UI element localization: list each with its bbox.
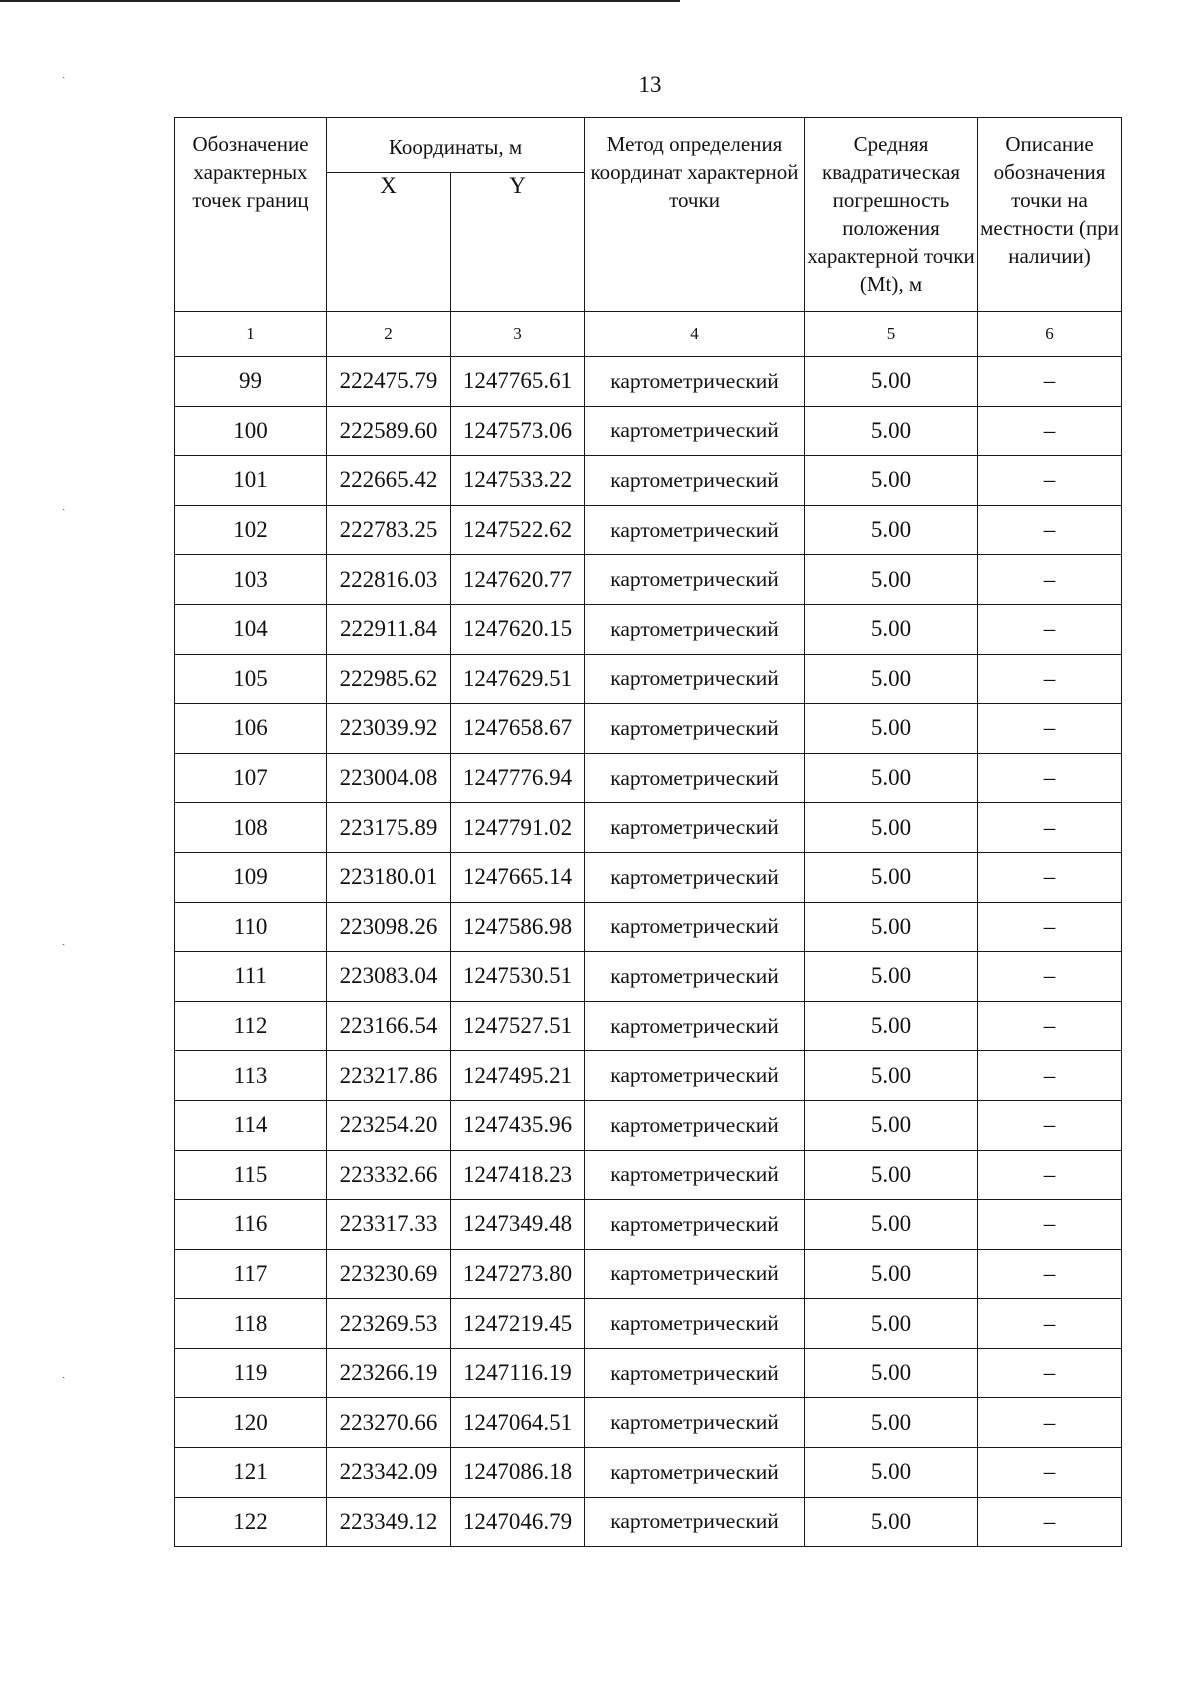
cell-error: 5.00 [805,1497,978,1547]
cell-x-coordinate: 223254.20 [327,1100,451,1150]
boundary-points-table [174,117,1122,1547]
cell-point-number: 99 [175,357,327,407]
cell-y-coordinate: 1247046.79 [451,1497,585,1547]
cell-method: картометрический [585,1299,805,1349]
cell-error: 5.00 [805,753,978,803]
page-number: 13 [638,72,662,97]
cell-y-coordinate: 1247527.51 [451,1001,585,1051]
table-row [175,654,1122,704]
cell-x-coordinate: 223270.66 [327,1398,451,1448]
cell-method: картометрический [585,852,805,902]
cell-description: – [978,902,1122,952]
cell-description: – [978,1299,1122,1349]
cell-x-coordinate: 223180.01 [327,852,451,902]
cell-method: картометрический [585,952,805,1002]
cell-point-number: 122 [175,1497,327,1547]
cell-description: – [978,1001,1122,1051]
cell-x-coordinate: 223317.33 [327,1200,451,1250]
cell-y-coordinate: 1247573.06 [451,406,585,456]
cell-y-coordinate: 1247522.62 [451,505,585,555]
cell-method: картометрический [585,1150,805,1200]
table-row [175,604,1122,654]
table-row [175,1497,1122,1547]
cell-method: картометрический [585,555,805,605]
table-row [175,456,1122,506]
cell-description: – [978,952,1122,1002]
cell-method: картометрический [585,1001,805,1051]
cell-method: картометрический [585,654,805,704]
cell-description: – [978,654,1122,704]
cell-point-number: 116 [175,1200,327,1250]
cell-error: 5.00 [805,1051,978,1101]
cell-method: картометрический [585,1448,805,1498]
scan-speck: ˎ [62,68,66,79]
cell-error: 5.00 [805,803,978,853]
cell-method: картометрический [585,704,805,754]
cell-description: – [978,1249,1122,1299]
cell-error: 5.00 [805,1100,978,1150]
cell-description: – [978,604,1122,654]
table-row [175,357,1122,407]
cell-method: картометрический [585,456,805,506]
table-row [175,1398,1122,1448]
cell-description: – [978,1348,1122,1398]
column-number-row [175,312,1122,357]
cell-x-coordinate: 223004.08 [327,753,451,803]
table-row [175,803,1122,853]
cell-method: картометрический [585,1200,805,1250]
cell-method: картометрический [585,604,805,654]
cell-method: картометрический [585,357,805,407]
cell-error: 5.00 [805,1001,978,1051]
cell-y-coordinate: 1247219.45 [451,1299,585,1349]
table-row [175,1150,1122,1200]
cell-method: картометрический [585,1249,805,1299]
cell-y-coordinate: 1247349.48 [451,1200,585,1250]
table-row [175,555,1122,605]
cell-description: – [978,1497,1122,1547]
header-point-designation: Обозначение характерных точек границ [175,118,327,312]
cell-point-number: 107 [175,753,327,803]
cell-point-number: 102 [175,505,327,555]
cell-y-coordinate: 1247620.77 [451,555,585,605]
cell-description: – [978,1051,1122,1101]
cell-point-number: 112 [175,1001,327,1051]
cell-x-coordinate: 222475.79 [327,357,451,407]
table-row [175,852,1122,902]
cell-method: картометрический [585,505,805,555]
cell-method: картометрический [585,1497,805,1547]
cell-y-coordinate: 1247435.96 [451,1100,585,1150]
cell-x-coordinate: 222985.62 [327,654,451,704]
header-coordinates: Координаты, м [327,118,585,173]
cell-error: 5.00 [805,604,978,654]
cell-point-number: 120 [175,1398,327,1448]
cell-x-coordinate: 222911.84 [327,604,451,654]
cell-error: 5.00 [805,1348,978,1398]
cell-error: 5.00 [805,654,978,704]
cell-point-number: 121 [175,1448,327,1498]
cell-error: 5.00 [805,1249,978,1299]
cell-error: 5.00 [805,902,978,952]
cell-error: 5.00 [805,406,978,456]
cell-point-number: 108 [175,803,327,853]
table-row [175,1051,1122,1101]
scan-speck: ˎ [62,500,66,511]
cell-x-coordinate: 223230.69 [327,1249,451,1299]
cell-method: картометрический [585,1100,805,1150]
cell-error: 5.00 [805,1200,978,1250]
cell-description: – [978,1100,1122,1150]
cell-point-number: 104 [175,604,327,654]
cell-y-coordinate: 1247530.51 [451,952,585,1002]
scan-speck: ˎ [62,1368,66,1379]
table-row [175,406,1122,456]
column-number: 5 [805,312,978,357]
cell-point-number: 103 [175,555,327,605]
cell-x-coordinate: 222783.25 [327,505,451,555]
cell-point-number: 114 [175,1100,327,1150]
header-row [175,118,1122,173]
cell-y-coordinate: 1247273.80 [451,1249,585,1299]
cell-description: – [978,555,1122,605]
cell-description: – [978,1200,1122,1250]
cell-point-number: 113 [175,1051,327,1101]
table-row [175,1001,1122,1051]
cell-x-coordinate: 223342.09 [327,1448,451,1498]
cell-y-coordinate: 1247620.15 [451,604,585,654]
header-description: Описание обозначения точки на местности (при наличии) [978,118,1122,312]
cell-x-coordinate: 223349.12 [327,1497,451,1547]
scan-speck: ˎ [62,935,66,946]
table-row [175,1448,1122,1498]
header-method: Метод определения координат характерной точки [585,118,805,312]
cell-y-coordinate: 1247418.23 [451,1150,585,1200]
cell-point-number: 100 [175,406,327,456]
cell-description: – [978,704,1122,754]
column-number: 1 [175,312,327,357]
cell-description: – [978,1150,1122,1200]
table-row [175,1200,1122,1250]
cell-x-coordinate: 223269.53 [327,1299,451,1349]
cell-point-number: 118 [175,1299,327,1349]
cell-x-coordinate: 222816.03 [327,555,451,605]
cell-point-number: 110 [175,902,327,952]
table-row [175,505,1122,555]
table-row [175,1249,1122,1299]
cell-point-number: 117 [175,1249,327,1299]
header-mean-square-error: Средняя квадратическая погрешность положения характерной точки (Mt), м [805,118,978,312]
cell-y-coordinate: 1247116.19 [451,1348,585,1398]
cell-error: 5.00 [805,505,978,555]
cell-x-coordinate: 223332.66 [327,1150,451,1200]
table-row [175,1299,1122,1349]
cell-error: 5.00 [805,1150,978,1200]
cell-y-coordinate: 1247665.14 [451,852,585,902]
cell-y-coordinate: 1247086.18 [451,1448,585,1498]
cell-x-coordinate: 223039.92 [327,704,451,754]
cell-description: – [978,456,1122,506]
cell-point-number: 101 [175,456,327,506]
cell-point-number: 111 [175,952,327,1002]
cell-x-coordinate: 222589.60 [327,406,451,456]
cell-point-number: 115 [175,1150,327,1200]
cell-method: картометрический [585,753,805,803]
cell-error: 5.00 [805,704,978,754]
cell-method: картометрический [585,803,805,853]
table-body [175,357,1122,1547]
cell-error: 5.00 [805,555,978,605]
cell-description: – [978,753,1122,803]
cell-error: 5.00 [805,952,978,1002]
header-x: X [327,173,451,312]
cell-method: картометрический [585,1051,805,1101]
header-y: Y [451,173,585,312]
cell-y-coordinate: 1247658.67 [451,704,585,754]
cell-method: картометрический [585,902,805,952]
cell-error: 5.00 [805,852,978,902]
cell-method: картометрический [585,1398,805,1448]
cell-y-coordinate: 1247629.51 [451,654,585,704]
cell-x-coordinate: 223083.04 [327,952,451,1002]
cell-method: картометрический [585,1348,805,1398]
cell-y-coordinate: 1247765.61 [451,357,585,407]
table-row [175,952,1122,1002]
cell-x-coordinate: 222665.42 [327,456,451,506]
cell-x-coordinate: 223175.89 [327,803,451,853]
table-row [175,704,1122,754]
cell-y-coordinate: 1247791.02 [451,803,585,853]
cell-error: 5.00 [805,357,978,407]
column-number: 6 [978,312,1122,357]
cell-y-coordinate: 1247776.94 [451,753,585,803]
cell-y-coordinate: 1247064.51 [451,1398,585,1448]
cell-description: – [978,1398,1122,1448]
cell-x-coordinate: 223166.54 [327,1001,451,1051]
cell-description: – [978,803,1122,853]
cell-point-number: 119 [175,1348,327,1398]
cell-description: – [978,406,1122,456]
table-row [175,1348,1122,1398]
cell-y-coordinate: 1247533.22 [451,456,585,506]
column-number: 4 [585,312,805,357]
table-row [175,1100,1122,1150]
cell-x-coordinate: 223217.86 [327,1051,451,1101]
cell-y-coordinate: 1247495.21 [451,1051,585,1101]
cell-x-coordinate: 223266.19 [327,1348,451,1398]
table-row [175,902,1122,952]
cell-y-coordinate: 1247586.98 [451,902,585,952]
cell-error: 5.00 [805,1398,978,1448]
column-number: 2 [327,312,451,357]
column-number: 3 [451,312,585,357]
cell-point-number: 105 [175,654,327,704]
cell-x-coordinate: 223098.26 [327,902,451,952]
cell-description: – [978,1448,1122,1498]
cell-point-number: 106 [175,704,327,754]
cell-error: 5.00 [805,1299,978,1349]
table-row [175,753,1122,803]
cell-method: картометрический [585,406,805,456]
top-edge-rule [0,0,680,2]
cell-point-number: 109 [175,852,327,902]
cell-description: – [978,505,1122,555]
cell-error: 5.00 [805,1448,978,1498]
cell-error: 5.00 [805,456,978,506]
cell-description: – [978,852,1122,902]
cell-description: – [978,357,1122,407]
